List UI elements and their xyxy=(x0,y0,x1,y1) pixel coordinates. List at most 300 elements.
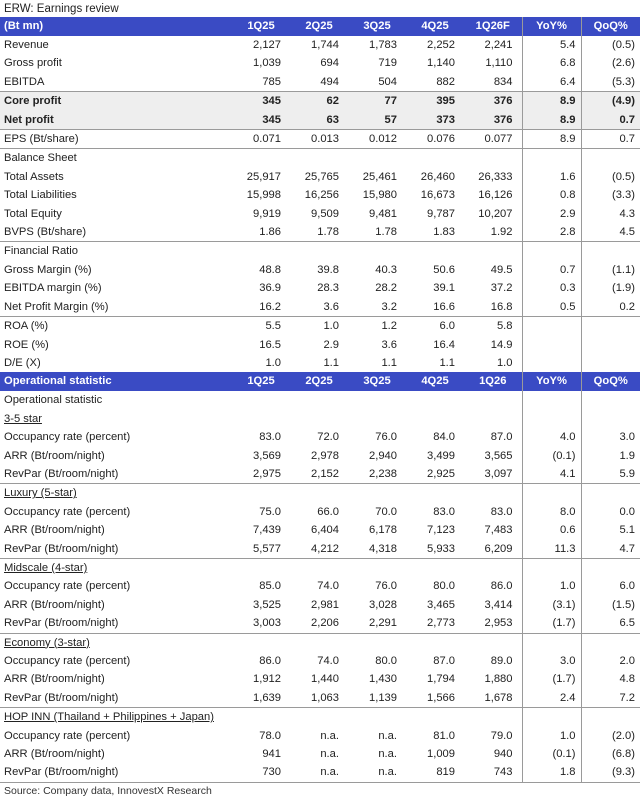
table-cell xyxy=(581,484,640,503)
table-cell: 1,110 xyxy=(485,57,513,70)
table-cell: 63 xyxy=(290,111,348,130)
table-cell xyxy=(406,242,464,261)
column-header: 4Q25 xyxy=(406,17,464,36)
table-row xyxy=(0,261,640,279)
row-label: D/E (X) xyxy=(4,356,41,369)
table-cell xyxy=(290,484,348,503)
table-cell: 730 xyxy=(232,763,290,782)
table-cell: 6.0 xyxy=(406,317,464,336)
table-cell: 2,252 xyxy=(427,39,455,51)
row-label: Occupancy rate (percent) xyxy=(4,505,131,518)
table-cell xyxy=(406,149,464,168)
table-cell: 16,673 xyxy=(420,189,455,202)
table-cell xyxy=(406,708,464,727)
row-label: EBITDA margin (%) xyxy=(4,282,102,295)
table-cell: 25,461 xyxy=(362,170,397,183)
table-cell: 86.0 xyxy=(259,655,281,667)
table-cell: 0.2 xyxy=(581,298,640,317)
table-cell: 3,003 xyxy=(253,617,281,630)
segment-title: Luxury (5-star) xyxy=(0,484,232,503)
table-cell: 25,917 xyxy=(246,170,281,183)
table-row xyxy=(0,428,640,446)
table-cell xyxy=(290,633,348,652)
column-header: 2Q25 xyxy=(290,17,348,36)
table-cell: 2,241 xyxy=(484,39,513,51)
table-cell xyxy=(348,242,406,261)
table-cell: 16.5 xyxy=(259,338,281,351)
row-label: EPS (Bt/share) xyxy=(0,130,232,149)
table-cell: (1.9) xyxy=(581,279,640,297)
table-cell: 1,430 xyxy=(369,673,397,686)
table-row xyxy=(0,596,640,614)
row-label: Gross Margin (%) xyxy=(4,263,92,276)
table-cell: 6.4 xyxy=(522,73,581,92)
table-cell: 62 xyxy=(290,92,348,111)
table-cell: (5.3) xyxy=(581,73,640,92)
table-cell xyxy=(522,633,581,652)
row-label: Occupancy rate (percent) xyxy=(4,431,131,444)
row-label: EBITDA xyxy=(4,75,45,88)
table-row xyxy=(0,689,640,708)
table-cell: 80.0 xyxy=(433,580,455,593)
table-cell: 75.0 xyxy=(259,505,281,518)
table-row xyxy=(0,670,640,688)
table-cell: 25,765 xyxy=(304,170,339,183)
table-cell: 86.0 xyxy=(490,580,513,593)
table-cell: n.a. xyxy=(290,763,348,782)
table-cell xyxy=(232,633,290,652)
table-cell: 3,569 xyxy=(253,449,281,462)
column-header: 2Q25 xyxy=(290,372,348,391)
table-cell xyxy=(290,708,348,727)
table-cell xyxy=(581,633,640,652)
table-cell: 9,481 xyxy=(369,207,397,220)
table-cell: 3,565 xyxy=(484,449,513,462)
table-cell xyxy=(232,242,290,261)
table-cell: 1.78 xyxy=(375,226,397,239)
table-cell: 40.3 xyxy=(375,263,397,276)
table-cell: 39.1 xyxy=(433,282,455,295)
table-cell xyxy=(290,149,348,168)
column-header: 1Q26F xyxy=(464,17,522,36)
table-cell: 719 xyxy=(378,57,397,70)
table-cell: 1.2 xyxy=(348,317,406,336)
table-cell: 9,787 xyxy=(427,207,455,220)
table-cell: 0.013 xyxy=(290,130,348,149)
table-cell: 1.78 xyxy=(317,226,339,239)
table-cell: 1.0 xyxy=(522,727,581,745)
table-cell: 76.0 xyxy=(375,580,397,593)
table-cell: 5.1 xyxy=(581,521,640,539)
table-cell: 2,978 xyxy=(311,449,339,462)
table-row xyxy=(0,36,640,54)
table-cell: 7,123 xyxy=(427,524,455,537)
table-cell: 395 xyxy=(406,92,464,111)
segment-title-row xyxy=(0,708,640,727)
table-cell: 36.9 xyxy=(259,282,281,295)
table-cell: 6,209 xyxy=(484,542,513,555)
table-cell: 0.071 xyxy=(232,130,290,149)
table-cell: 834 xyxy=(493,75,513,88)
section-title: Balance Sheet xyxy=(0,149,232,168)
table-cell: (0.5) xyxy=(581,36,640,54)
table-cell: 3.0 xyxy=(581,428,640,446)
section-title: Operational statistic xyxy=(4,394,103,407)
segment-title-row xyxy=(0,633,640,652)
table-cell: 3,028 xyxy=(369,598,397,611)
row-label: Occupancy rate (percent) xyxy=(4,729,131,742)
table-cell xyxy=(348,391,406,409)
table-cell: 1,140 xyxy=(427,57,455,70)
table-cell: 1.92 xyxy=(490,226,513,239)
table-cell: 1,744 xyxy=(311,39,339,51)
segment-title: Midscale (4-star) xyxy=(0,558,232,577)
table-cell: 0.8 xyxy=(522,186,581,204)
table-row xyxy=(0,73,640,92)
table-cell: 4.8 xyxy=(581,670,640,688)
table-cell: 376 xyxy=(464,111,522,130)
table-cell xyxy=(464,633,522,652)
row-label: Net profit xyxy=(0,111,232,130)
table-cell xyxy=(232,708,290,727)
table-cell: 28.2 xyxy=(375,282,397,295)
table-cell: 87.0 xyxy=(433,655,455,667)
table-cell: n.a. xyxy=(378,729,397,742)
table-cell xyxy=(406,633,464,652)
table-cell: 8.9 xyxy=(522,111,581,130)
table-cell: 74.0 xyxy=(317,580,339,593)
table-cell xyxy=(522,391,581,409)
table-cell: 3.2 xyxy=(381,300,397,313)
table-row xyxy=(0,223,640,242)
column-header: YoY% xyxy=(522,17,581,36)
table-row xyxy=(0,354,640,372)
table-cell: 1,139 xyxy=(369,691,397,704)
segment-title: 3-5 star xyxy=(4,412,42,425)
table-row xyxy=(0,168,640,186)
table-cell: 4.7 xyxy=(581,540,640,559)
table-cell: (0.1) xyxy=(522,447,581,465)
header-row xyxy=(0,372,640,391)
table-cell xyxy=(581,317,640,336)
table-cell: 694 xyxy=(320,57,339,70)
table-cell xyxy=(581,410,640,428)
table-cell: 1.1 xyxy=(439,356,455,369)
table-cell xyxy=(232,484,290,503)
table-cell: 1,009 xyxy=(427,748,455,761)
table-cell: 1.6 xyxy=(522,168,581,186)
table-cell xyxy=(464,391,522,409)
table-row xyxy=(0,111,640,130)
table-row xyxy=(0,540,640,559)
segment-title: Economy (3-star) xyxy=(0,633,232,652)
segment-title-row xyxy=(0,484,640,503)
table-cell: 5.9 xyxy=(581,465,640,484)
table-cell xyxy=(522,558,581,577)
section-title-row xyxy=(0,242,640,261)
table-cell: 1,639 xyxy=(253,691,281,704)
table-cell: (2.0) xyxy=(581,727,640,745)
table-row xyxy=(0,447,640,465)
table-cell: (3.3) xyxy=(581,186,640,204)
table-cell: 6.0 xyxy=(581,577,640,595)
table-cell: 0.077 xyxy=(464,130,522,149)
table-cell: (0.5) xyxy=(581,168,640,186)
table-row xyxy=(0,652,640,670)
table-cell: 77 xyxy=(348,92,406,111)
table-cell xyxy=(522,410,581,428)
table-cell: 504 xyxy=(378,75,397,88)
table-cell: 2,975 xyxy=(253,467,281,480)
table-cell: 785 xyxy=(262,75,281,88)
section-title-row xyxy=(0,391,640,409)
table-cell: 345 xyxy=(232,111,290,130)
table-cell: 3,525 xyxy=(253,598,281,611)
earnings-table xyxy=(0,17,640,783)
table-cell: 85.0 xyxy=(259,580,281,593)
row-label: Total Liabilities xyxy=(4,189,77,202)
table-row xyxy=(0,336,640,354)
table-row xyxy=(0,92,640,111)
table-cell xyxy=(232,558,290,577)
table-cell xyxy=(232,391,290,409)
table-cell: 7,439 xyxy=(253,524,281,537)
table-cell: 1.0 xyxy=(496,356,513,369)
table-cell: 9,509 xyxy=(311,207,339,220)
table-cell xyxy=(581,558,640,577)
column-header: 1Q25 xyxy=(232,372,290,391)
table-row xyxy=(0,465,640,484)
table-cell xyxy=(581,336,640,354)
table-cell: (1.1) xyxy=(581,261,640,279)
table-cell: 16,256 xyxy=(304,189,339,202)
table-cell: 0.012 xyxy=(348,130,406,149)
table-cell: 16.2 xyxy=(259,300,281,313)
table-cell: 6,178 xyxy=(369,524,397,537)
table-cell xyxy=(348,484,406,503)
table-cell: 74.0 xyxy=(317,655,339,667)
row-label: RevPar (Bt/room/night) xyxy=(4,617,119,630)
table-cell: n.a. xyxy=(378,748,397,761)
table-cell xyxy=(348,410,406,428)
table-cell: 87.0 xyxy=(490,431,513,444)
row-label: RevPar (Bt/room/night) xyxy=(0,763,232,782)
table-cell xyxy=(464,708,522,727)
row-label: Occupancy rate (percent) xyxy=(4,580,131,593)
row-label: Total Assets xyxy=(4,170,64,183)
table-cell: 940 xyxy=(493,748,513,761)
table-cell: 16,126 xyxy=(478,189,513,202)
table-cell xyxy=(581,354,640,372)
table-cell: 0.7 xyxy=(581,111,640,130)
table-cell: 4.5 xyxy=(581,223,640,242)
table-cell: 1,039 xyxy=(253,57,281,70)
table-cell: 80.0 xyxy=(375,655,397,667)
table-cell xyxy=(290,242,348,261)
header-row xyxy=(0,17,640,36)
table-cell: 1,440 xyxy=(311,673,339,686)
table-row xyxy=(0,130,640,149)
row-label: ARR (Bt/room/night) xyxy=(4,748,105,761)
table-cell: 83.0 xyxy=(433,505,455,518)
table-cell: 50.6 xyxy=(433,263,455,276)
table-cell: 16.6 xyxy=(433,300,455,313)
column-header: QoQ% xyxy=(581,372,640,391)
table-cell: 7.2 xyxy=(581,689,640,708)
table-row xyxy=(0,205,640,223)
table-cell: 2.8 xyxy=(522,223,581,242)
segment-title: HOP INN (Thailand + Philippines + Japan) xyxy=(0,708,232,727)
table-cell xyxy=(406,391,464,409)
table-cell: 1,678 xyxy=(484,691,513,704)
section-title-row xyxy=(0,149,640,168)
table-cell: 941 xyxy=(262,748,281,761)
table-cell xyxy=(522,484,581,503)
table-cell: 1.8 xyxy=(522,763,581,782)
table-cell: 39.8 xyxy=(317,263,339,276)
table-cell: 2,953 xyxy=(484,617,513,630)
table-cell: 1,783 xyxy=(369,39,397,51)
table-cell xyxy=(464,558,522,577)
table-cell: n.a. xyxy=(348,763,406,782)
table-cell: (6.8) xyxy=(581,745,640,763)
table-cell: 0.7 xyxy=(581,130,640,149)
table-cell: 1,566 xyxy=(427,691,455,704)
table-cell: 494 xyxy=(320,75,339,88)
table-cell: 2.0 xyxy=(581,652,640,670)
table-cell: 49.5 xyxy=(490,263,513,276)
table-cell xyxy=(464,149,522,168)
table-cell: 15,980 xyxy=(362,189,397,202)
table-cell: 1,794 xyxy=(427,673,455,686)
table-cell: 1,063 xyxy=(311,691,339,704)
table-cell: 1.0 xyxy=(290,317,348,336)
table-cell: 4,212 xyxy=(311,542,339,555)
table-cell xyxy=(522,149,581,168)
report-title: ERW: Earnings review xyxy=(4,3,119,15)
table-cell: 83.0 xyxy=(259,431,281,444)
section-title: Financial Ratio xyxy=(0,242,232,261)
table-cell xyxy=(406,484,464,503)
table-cell: 9,919 xyxy=(253,207,281,220)
table-cell: 78.0 xyxy=(259,729,281,742)
table-row xyxy=(0,614,640,633)
column-header: QoQ% xyxy=(581,17,640,36)
table-cell xyxy=(464,242,522,261)
table-cell: 15,998 xyxy=(246,189,281,202)
table-cell: 2,291 xyxy=(369,617,397,630)
row-label: Core profit xyxy=(0,92,232,111)
table-cell: 4.1 xyxy=(522,465,581,484)
table-cell xyxy=(581,391,640,409)
row-label: ROA (%) xyxy=(0,317,232,336)
column-header: 1Q25 xyxy=(232,17,290,36)
table-cell: 8.0 xyxy=(522,503,581,521)
table-row xyxy=(0,186,640,204)
table-cell: 0.7 xyxy=(522,261,581,279)
table-row xyxy=(0,745,640,763)
table-cell: (1.7) xyxy=(522,670,581,688)
row-label: ARR (Bt/room/night) xyxy=(4,673,105,686)
header-label: (Bt mn) xyxy=(0,17,232,36)
table-cell: 28.3 xyxy=(317,282,339,295)
table-cell: 0.6 xyxy=(522,521,581,539)
table-cell: 1.1 xyxy=(323,356,339,369)
row-label: Revenue xyxy=(4,39,49,51)
table-cell: 1.0 xyxy=(265,356,281,369)
header-label: Operational statistic xyxy=(0,372,232,391)
table-cell: 3,097 xyxy=(484,467,513,480)
table-cell: 5,933 xyxy=(427,542,455,555)
table-cell: 16.4 xyxy=(433,338,455,351)
row-label: RevPar (Bt/room/night) xyxy=(4,542,119,555)
table-cell: 5,577 xyxy=(253,542,281,555)
table-cell: 5.8 xyxy=(464,317,522,336)
table-cell: 0.076 xyxy=(406,130,464,149)
table-cell: 37.2 xyxy=(490,282,513,295)
row-label: RevPar (Bt/room/night) xyxy=(4,467,119,480)
row-label: RevPar (Bt/room/night) xyxy=(4,691,119,704)
table-cell: 4.0 xyxy=(522,428,581,446)
table-cell: 57 xyxy=(348,111,406,130)
table-cell: (3.1) xyxy=(522,596,581,614)
table-cell: (1.5) xyxy=(581,596,640,614)
table-cell: 1,912 xyxy=(253,673,281,686)
table-cell xyxy=(348,708,406,727)
table-cell: 89.0 xyxy=(490,655,513,667)
table-cell xyxy=(348,149,406,168)
table-cell: 2.4 xyxy=(522,689,581,708)
table-cell xyxy=(581,242,640,261)
table-cell: 2,206 xyxy=(311,617,339,630)
table-cell: 14.9 xyxy=(490,338,513,351)
table-cell: 26,460 xyxy=(420,170,455,183)
table-row xyxy=(0,727,640,745)
table-cell: 70.0 xyxy=(375,505,397,518)
table-cell: 2,127 xyxy=(253,39,281,51)
table-cell: 3,465 xyxy=(427,598,455,611)
table-cell xyxy=(232,410,290,428)
table-cell: 5.5 xyxy=(232,317,290,336)
table-cell: 8.9 xyxy=(522,130,581,149)
table-cell xyxy=(232,149,290,168)
table-cell: 72.0 xyxy=(317,431,339,444)
table-cell: 3.0 xyxy=(522,652,581,670)
table-cell: 5.4 xyxy=(522,36,581,54)
table-cell: n.a. xyxy=(320,729,339,742)
table-cell: 3,414 xyxy=(484,598,513,611)
table-cell: 6.5 xyxy=(581,614,640,633)
table-cell: 0.0 xyxy=(581,503,640,521)
row-label: ROE (%) xyxy=(4,338,49,351)
table-cell: 2,981 xyxy=(311,598,339,611)
table-cell xyxy=(464,484,522,503)
table-cell xyxy=(464,410,522,428)
table-row xyxy=(0,763,640,782)
table-cell: 2,773 xyxy=(427,617,455,630)
table-cell: (9.3) xyxy=(581,763,640,782)
table-cell xyxy=(290,410,348,428)
table-cell: 83.0 xyxy=(490,505,513,518)
table-row xyxy=(0,503,640,521)
earnings-review-report xyxy=(0,1,642,797)
segment-title-row xyxy=(0,410,640,428)
table-cell: 1.83 xyxy=(433,226,455,239)
row-label: ARR (Bt/room/night) xyxy=(4,598,105,611)
table-cell: 1,880 xyxy=(484,673,513,686)
table-cell: 2.9 xyxy=(522,205,581,223)
table-cell: 0.5 xyxy=(522,298,581,317)
